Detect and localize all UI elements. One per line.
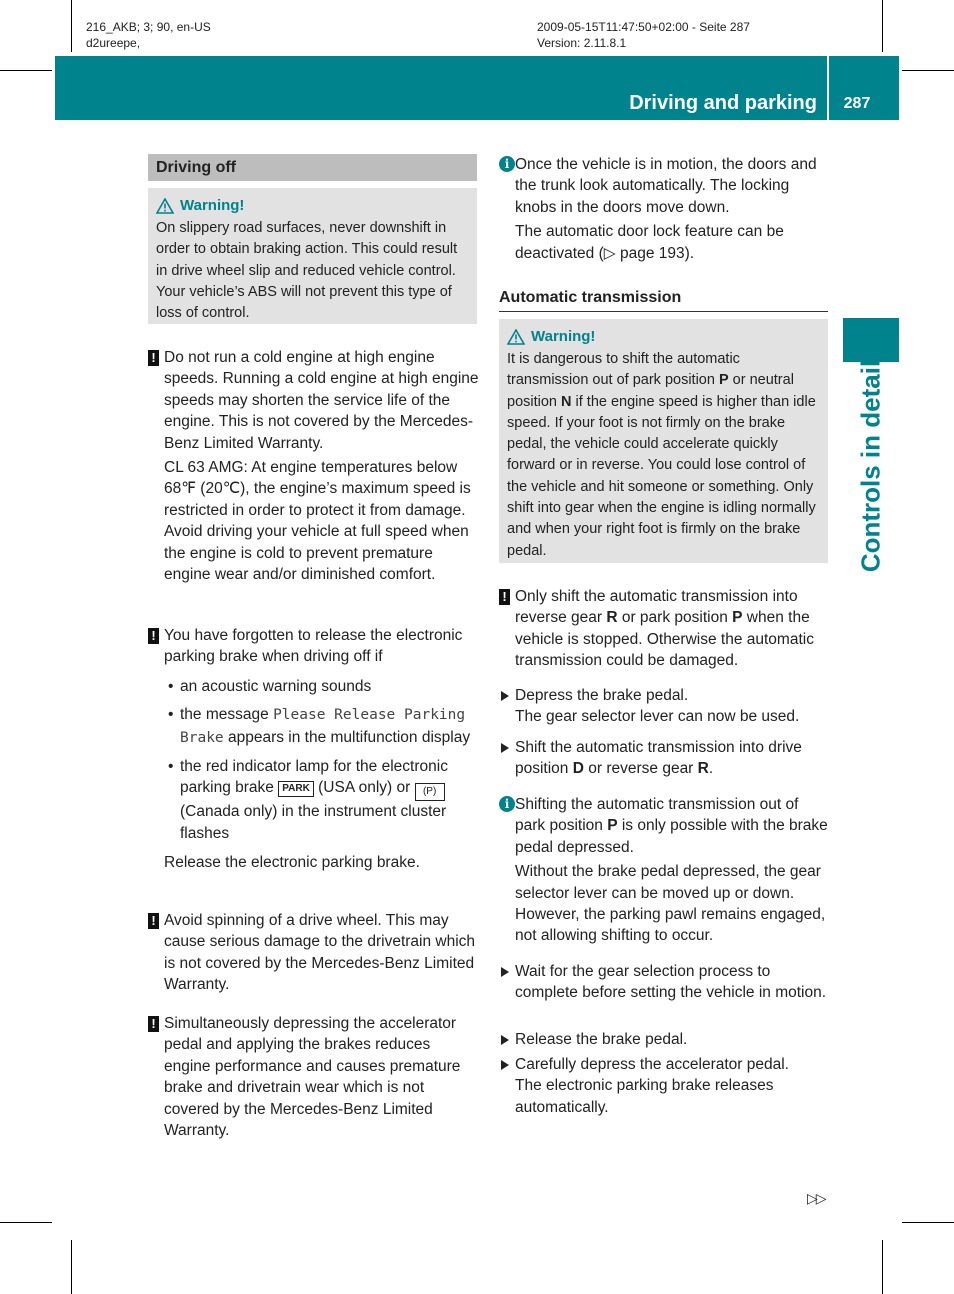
bullet-text: (USA only) or [313,779,415,797]
step-result: The gear selector lever can now be used. [515,708,800,726]
step-accelerator [499,1054,829,1118]
step-release-brake [499,1029,829,1050]
step-text [515,737,829,780]
crop-mark [882,0,883,52]
step-wait-selection [499,961,829,1004]
warning-text: On slippery road surfaces, never downshift in order to obtain braking action. This could result in drive wheel slip and reduced vehicle control. Your vehicle’s ABS will not prevent this type of loss of control. [156,220,458,322]
section-title: Driving off [148,154,477,181]
warning-text-part: or neutral position [507,372,794,410]
meta-line: d2ureepe, [86,36,141,50]
step-arrow-icon [501,691,509,701]
bullet-icon: • [168,677,174,695]
crop-mark [71,1240,72,1294]
crop-mark [0,1222,52,1223]
print-meta-right [537,19,750,51]
info-icon: i [499,156,515,172]
step-arrow-icon [501,1060,509,1070]
notice-text: Release the electronic parking brake. [164,854,420,872]
step-arrow-icon [501,967,509,977]
step-depress-brake [499,685,829,728]
crop-mark [882,1240,883,1294]
park-brake-icon: PARK [278,781,314,797]
exclamation-icon: ! [148,350,159,366]
warning-box [499,319,828,563]
warning-text-part: if the engine speed is higher than idle speed. If your foot is not firmly on the brake pedal, the vehicle could accelerate quickly forward or in reverse. You could lose control of the vehicle and hit someone or something. Only shift into gear when the engine is idling normally and when your right foot is firmly on the brake pedal. [507,393,816,559]
step-result: The electronic parking brake releases automatically. [515,1077,774,1116]
exclamation-icon: ! [148,1016,159,1032]
bullet-icon: • [168,706,174,724]
warning-title: Warning! [531,328,596,345]
warning-text-part: It is dangerous to shift the automatic transmission out of park position [507,351,740,389]
info-park-position [499,794,829,947]
bullet-text: an acoustic warning sounds [180,677,372,695]
warning-text [507,349,820,562]
crop-mark [71,0,72,52]
info-text [515,794,829,858]
info-text: The automatic door lock feature can be deactivated (▷ page 193). [515,223,784,262]
step-text-part: Shift the automatic transmission into drive position [515,739,802,778]
gear-label: D [572,760,584,778]
gear-label: P [718,372,729,389]
step-text: Release the brake pedal. [515,1031,688,1048]
bullet-text: the message [180,706,274,724]
notice-pedals [148,1013,480,1141]
display-message: Please Release Parking Brake [180,707,466,746]
gear-label: P [607,817,618,835]
notice-text-part: or park position [617,609,733,627]
page-number: 287 [843,95,871,112]
step-text: Depress the brake pedal. [515,687,689,704]
notice-text: CL 63 AMG: At engine temperatures below 68℉ (20℃), the engine’s maximum speed is restricted in order to protect it from damage. Avoid driving your vehicle at full speed when the engine is cold to prevent premature engine wear and/or diminished comfort. [164,459,471,584]
bullet-icon: • [168,758,174,776]
warning-triangle-icon [507,329,525,345]
notice-text: You have forgotten to release the electronic parking brake when driving off if [164,627,463,666]
notice-shift-reverse [499,586,829,672]
notice-parking-brake [148,625,480,874]
exclamation-icon: ! [499,589,510,605]
crop-mark [902,70,954,71]
bullet-text: appears in the multifunction display [223,728,471,746]
info-door-lock [499,154,829,264]
exclamation-icon: ! [148,628,159,644]
list-item [164,676,480,697]
notice-text: Avoid spinning of a drive wheel. This may cause serious damage to the drivetrain which is not covered by the Mercedes-Benz Limited Warranty. [164,912,476,994]
info-text: Without the brake pedal depressed, the gear selector lever can be moved up or down. However, the parking pawl remains engaged, not allowing shifting to occur. [515,863,826,945]
step-arrow-icon [501,743,509,753]
info-text-part: Shifting the automatic transmission out of park position [515,796,799,835]
step-arrow-icon [501,1035,509,1045]
crop-mark [0,70,52,71]
gear-label: R [697,760,709,778]
notice-text: Do not run a cold engine at high engine speeds. Running a cold engine at high engine speeds may shorten the service life of the engine. This is not covered by the Mercedes-Benz Limited Warranty. [164,349,479,452]
step-shift-drive [499,737,829,780]
side-tab-label: Controls in detail [855,359,886,573]
warning-heading [156,196,469,216]
print-meta-left [86,19,211,51]
subsection-title: Automatic transmission [499,287,828,312]
gear-label: N [561,393,572,410]
meta-line: Version: 2.11.8.1 [537,36,627,50]
notice-text-part: when the vehicle is stopped. Otherwise the automatic transmission could be damaged. [515,609,814,670]
notice-cold-engine [148,347,480,585]
info-text: Once the vehicle is in motion, the doors and the trunk look automatically. The locking knobs in the doors move down. [515,156,817,216]
warning-box [148,188,477,324]
warning-triangle-icon [156,198,174,214]
meta-line: 2009-05-15T11:47:50+02:00 - Seite 287 [537,20,750,34]
step-text-part: or reverse gear [583,760,698,778]
exclamation-icon: ! [148,913,159,929]
continue-marker: ▷▷ [807,1190,825,1206]
info-text-part: is only possible with the brake pedal depressed. [515,817,828,856]
step-text-part: . [708,760,714,778]
info-icon: i [499,796,515,812]
warning-title: Warning! [180,197,245,214]
warning-heading [507,327,820,347]
bullet-text: the red indicator lamp for the electronic parking brake [180,758,448,797]
notice-text [515,586,829,672]
list-item [164,756,480,844]
step-text: Carefully depress the accelerator pedal. [515,1056,789,1073]
step-text: Wait for the gear selection process to complete before setting the vehicle in motion. [515,963,827,1002]
gear-label: P [732,609,743,627]
chapter-title: Driving and parking [629,92,817,114]
meta-line: 216_AKB; 3; 90, en-US [86,20,211,34]
bullet-list [164,676,480,844]
notice-text-part: Only shift the automatic transmission into reverse gear [515,588,798,627]
list-item [164,704,480,749]
bullet-text: (Canada only) in the instrument cluster flashes [180,803,447,842]
park-brake-canada-icon: (P) [415,783,445,801]
notice-wheel-spin [148,910,480,996]
gear-label: R [606,609,618,627]
side-tab-marker [843,318,899,362]
notice-text: Simultaneously depressing the accelerator pedal and applying the brakes reduces engine performance and causes premature brake and drivetrain wear which is not covered by the Mercedes-Benz Limited Warranty. [164,1015,461,1140]
crop-mark [902,1222,954,1223]
